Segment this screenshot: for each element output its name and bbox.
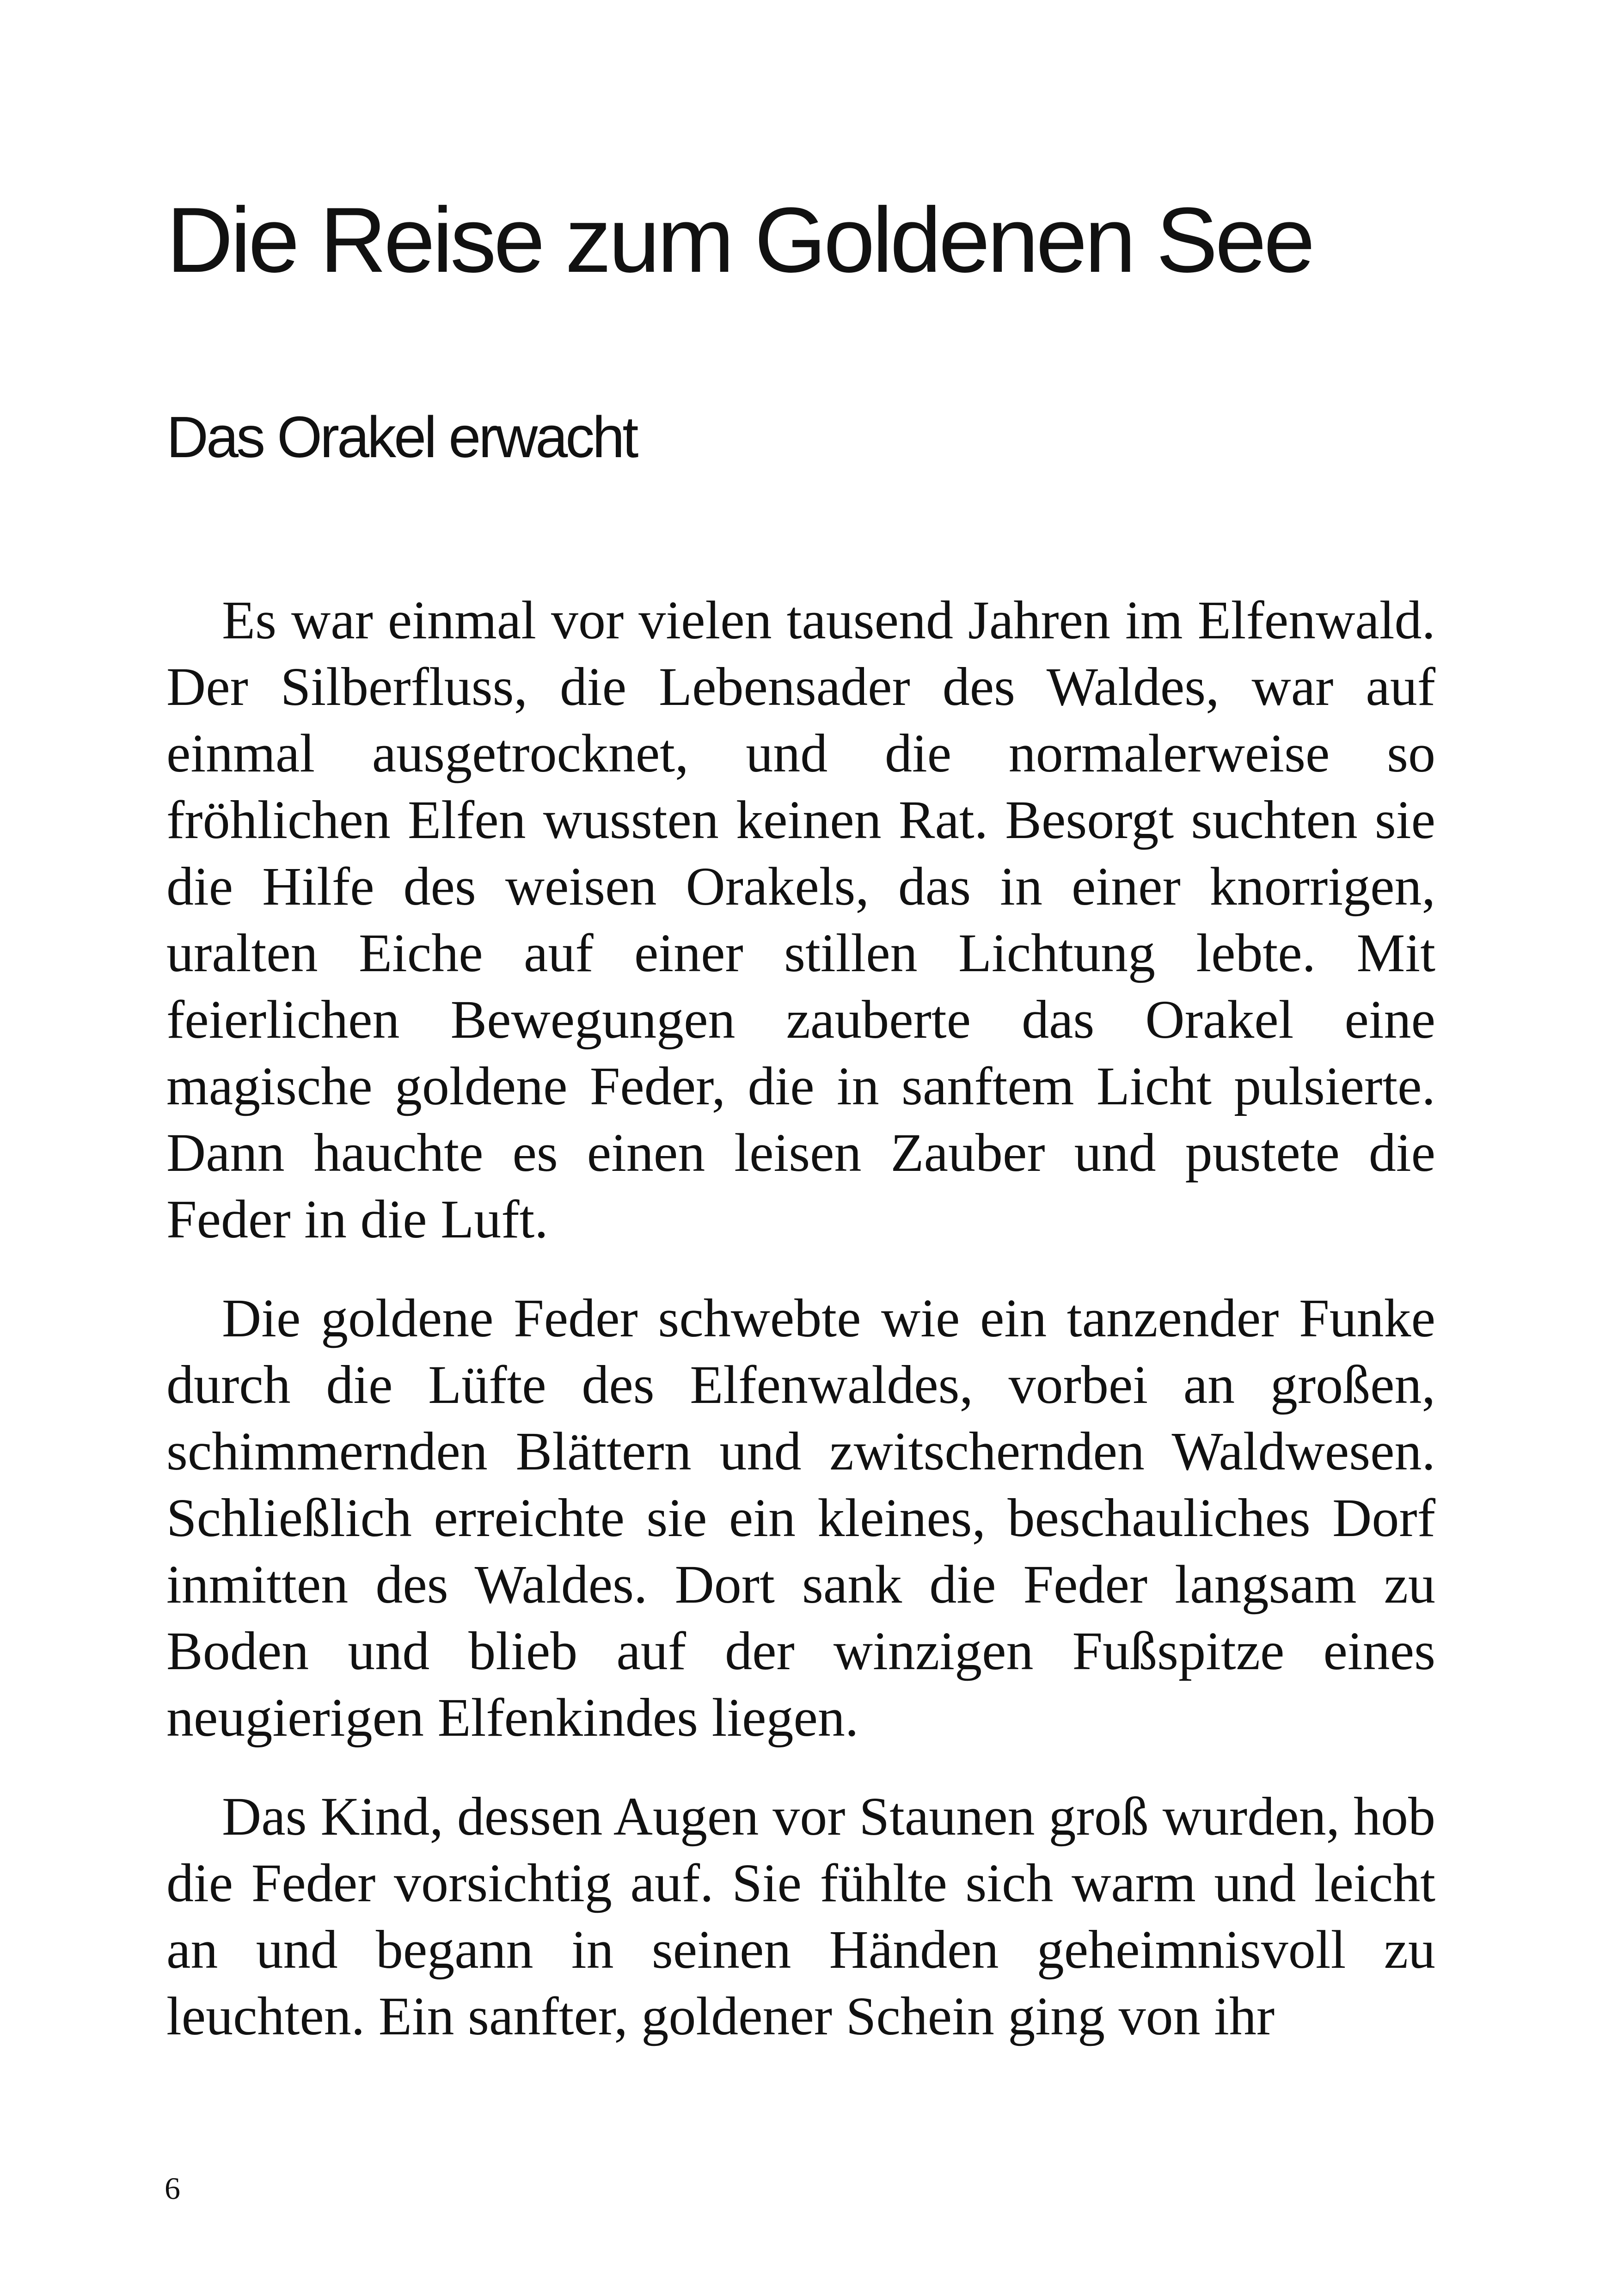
paragraph-1: Es war einmal vor vielen tausend Jahren im Elfenwald. Der Silberfluss, die Lebensader des Waldes, war auf einmal ausgetrocknet, und die normalerweise so fröhlichen Elfen wussten keinen Rat. Besorgt suchten sie die Hilfe des weisen Orakels, das in einer knorrigen, uralten Eiche auf einer stillen Lichtung lebte. Mit feierlichen Bewegungen zauberte das Orakel eine magische goldene Feder, die in sanftem Licht pulsierte. Dann hauchte es einen leisen Zauber und pustete die Feder in die Luft. [166,590,1435,1249]
paragraph-3: Das Kind, dessen Augen vor Staunen groß wurden, hob die Feder vorsichtig auf. Sie fühlte sich warm und leicht an und begann in seinen Händen geheimnisvoll zu leuchten. Ein sanfter, goldener Schein ging von ihr [166,1786,1435,2046]
paragraph-2: Die goldene Feder schwebte wie ein tanzender Funke durch die Lüfte des Elfenwaldes, vorbei an großen, schimmernden Blättern und zwitschernden Waldwesen. Schließlich erreichte sie ein kleines, beschauliches Dorf inmitten des Waldes. Dort sank die Feder langsam zu Boden und blieb auf der winzigen Fußspitze eines neugierigen Elfenkindes liegen. [166,1288,1435,1748]
page-number: 6 [165,2171,180,2206]
section-title: Das Orakel erwacht [166,404,637,470]
body-text [166,587,1435,2050]
chapter-title: Die Reise zum Goldenen See [166,189,1312,292]
